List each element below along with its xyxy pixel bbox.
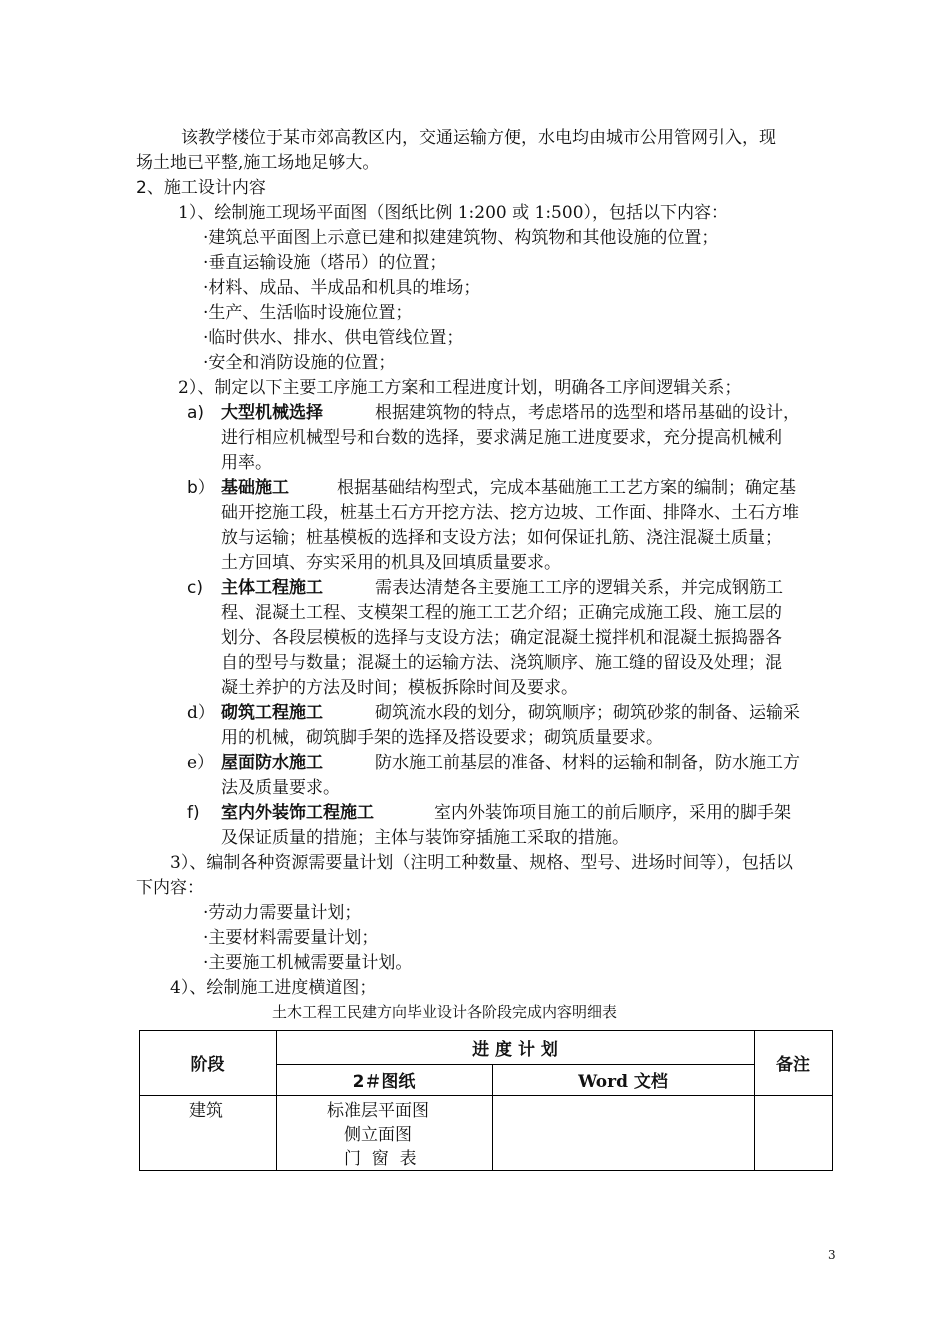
sub-item-term: 主体工程施工: [221, 578, 323, 598]
sub-item-term: 室内外装饰工程施工: [221, 803, 374, 823]
table-border: [139, 1170, 833, 1171]
item-3-bullet: ·主要材料需要量计划；: [203, 928, 379, 948]
table-border: [832, 1030, 833, 1171]
sub-item-term: 大型机械选择: [221, 403, 323, 423]
sub-item-label: e）: [187, 753, 215, 773]
sub-item-text: 程、混凝土工程、支模架工程的施工工艺介绍；正确完成施工段、施工层的: [221, 603, 782, 623]
sub-item-label: a): [187, 403, 205, 423]
sub-item-text: 防水施工前基层的准备、材料的运输和制备，防水施工方: [375, 753, 800, 773]
item-1-bullet: ·安全和消防设施的位置；: [203, 353, 396, 373]
item-1-bullet: ·生产、生活临时设施位置；: [203, 303, 413, 323]
header-plan: 进 度 计 划: [472, 1039, 558, 1060]
sub-item-text: 用率。: [221, 453, 272, 473]
table-border: [139, 1095, 833, 1096]
row-stage: 建筑: [189, 1101, 223, 1121]
sub-item-text: 室内外装饰项目施工的前后顺序，采用的脚手架: [434, 803, 791, 823]
item-1-bullet: ·临时供水、排水、供电管线位置；: [203, 328, 464, 348]
page-number: 3: [828, 1248, 836, 1262]
sub-item-text: 根据建筑物的特点，考虑塔吊的选型和塔吊基础的设计，: [375, 403, 800, 423]
sub-item-text: 划分、各段层模板的选择与支设方法；确定混凝土搅拌机和混凝土振捣器各: [221, 628, 782, 648]
intro-line-1: 该教学楼位于某市郊高教区内，交通运输方便，水电均由城市公用管网引入，现: [181, 128, 776, 148]
row-drawing-item: 门 窗 表: [344, 1149, 417, 1169]
sub-item-label: f): [187, 803, 200, 823]
sub-item-label: c): [187, 578, 203, 598]
row-drawing-item: 标准层平面图: [327, 1101, 429, 1121]
sub-item-text: 础开挖施工段，桩基土石方开挖方法、挖方边坡、工作面、排降水、土石方堆: [221, 503, 799, 523]
item-3-title: 3）、编制各种资源需要量计划（注明工种数量、规格、型号、进场时间等），包括以: [170, 853, 793, 873]
sub-item-text: 需表达清楚各主要施工工序的逻辑关系，并完成钢筋工: [375, 578, 783, 598]
item-3-bullet: ·劳动力需要量计划；: [203, 903, 362, 923]
progress-table: [139, 1030, 833, 1171]
sub-item-text: 用的机械，砌筑脚手架的选择及搭设要求；砌筑质量要求。: [221, 728, 663, 748]
sub-item-text: 根据基础结构型式，完成本基础施工工艺方案的编制；确定基: [337, 478, 796, 498]
sub-item-text: 自的型号与数量；混凝土的运输方法、浇筑顺序、施工缝的留设及处理；混: [221, 653, 782, 673]
sub-item-term: 砌筑工程施工: [221, 703, 323, 723]
item-1-bullet: ·建筑总平面图上示意已建和拟建建筑物、构筑物和其他设施的位置；: [203, 228, 719, 248]
item-1-title: 1）、绘制施工现场平面图（图纸比例 1:200 或 1:500），包括以下内容：: [178, 203, 729, 223]
sub-item-term: 屋面防水施工: [221, 753, 323, 773]
item-1-bullet: ·垂直运输设施（塔吊）的位置；: [203, 253, 447, 273]
sub-item-label: b）: [187, 478, 215, 498]
row-drawing-item: 侧立面图: [344, 1125, 412, 1145]
header-stage: 阶段: [190, 1055, 225, 1075]
sub-item-text: 法及质量要求。: [221, 778, 340, 798]
sub-item-text: 土方回填、夯实采用的机具及回填质量要求。: [221, 553, 561, 573]
intro-line-2: 场土地已平整,施工场地足够大。: [136, 153, 380, 173]
header-note: 备注: [776, 1055, 810, 1075]
table-caption: 土木工程工民建方向毕业设计各阶段完成内容明细表: [272, 1003, 618, 1021]
sub-item-text: 放与运输；桩基模板的选择和支设方法；如何保证扎筋、浇注混凝土质量；: [221, 528, 782, 548]
sub-item-text: 凝土养护的方法及时间；模板拆除时间及要求。: [221, 678, 578, 698]
item-2-title: 2）、制定以下主要工序施工方案和工程进度计划，明确各工序间逻辑关系；: [178, 378, 742, 398]
header-word: Word 文档: [578, 1072, 668, 1092]
section-heading: 2、施工设计内容: [136, 178, 266, 198]
sub-item-label: d）: [187, 703, 215, 723]
item-4-title: 4）、绘制施工进度横道图；: [170, 978, 377, 998]
item-1-bullet: ·材料、成品、半成品和机具的堆场；: [203, 278, 481, 298]
item-3-bullet: ·主要施工机械需要量计划。: [203, 953, 413, 973]
sub-item-text: 进行相应机械型号和台数的选择，要求满足施工进度要求，充分提高机械利: [221, 428, 782, 448]
sub-item-term: 基础施工: [221, 478, 289, 498]
sub-item-text: 砌筑流水段的划分，砌筑顺序；砌筑砂浆的制备、运输采: [375, 703, 800, 723]
header-drawing: 2＃图纸: [352, 1072, 416, 1092]
sub-item-text: 及保证质量的措施；主体与装饰穿插施工采取的措施。: [221, 828, 629, 848]
item-3-title-cont: 下内容：: [136, 878, 204, 898]
